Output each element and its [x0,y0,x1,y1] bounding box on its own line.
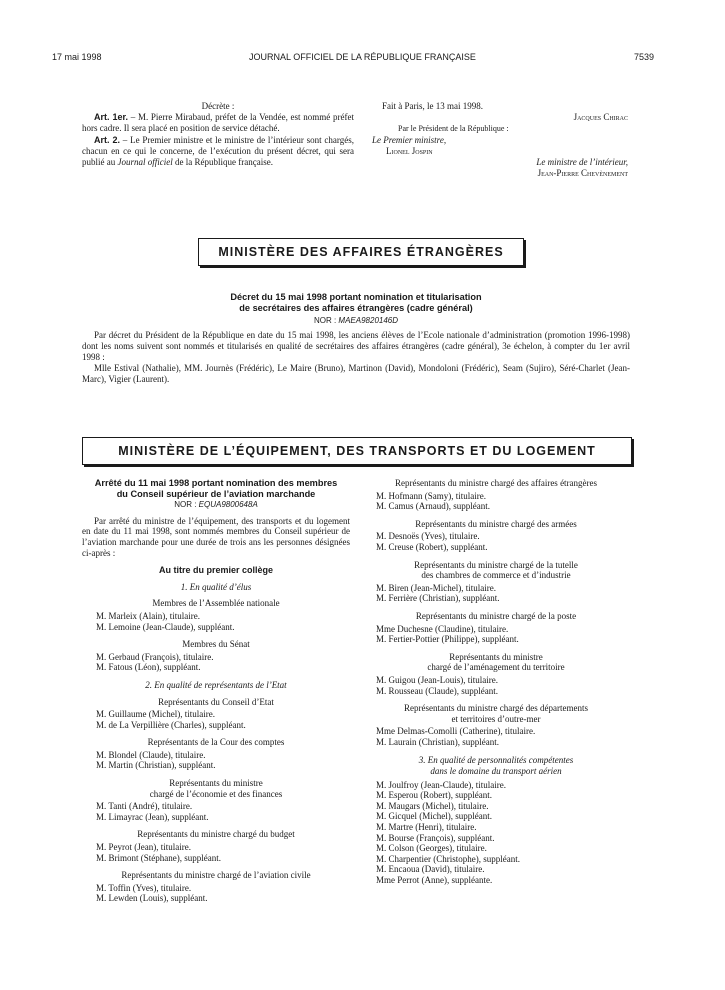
section-heading: Représentants du ministre chargé des départements [403,703,589,714]
section-heading: Représentants du ministre [169,778,263,789]
member-entry: M. Creuse (Robert), suppléant. [376,541,488,552]
ministry-heading-affaires-etrangeres: MINISTÈRE DES AFFAIRES ÉTRANGÈRES [198,238,524,266]
member-entry: M. Charpentier (Christophe), suppléant. [376,853,520,864]
section-heading: Représentants du ministre chargé des armées [415,518,577,529]
member-entry: M. Ferrière (Christian), suppléant. [376,593,500,604]
member-entry: M. Esperou (Robert), suppléant. [376,790,492,801]
member-entry: M. Colson (Georges), titulaire. [376,843,487,854]
arrete-left-column [82,478,350,904]
ministre-interieur-title: Le ministre de l’intérieur, [536,157,628,168]
section-heading: chargé de l’économie et des finances [149,788,283,799]
section-heading: Membres de l’Assemblée nationale [152,598,280,609]
member-entry: M. Fertier-Pottier (Philippe), suppléant. [376,634,519,645]
subsection-personnalites-line2: dans le domaine du transport aérien [430,766,562,777]
president-signature: Jacques Chirac [573,112,628,123]
member-entry: Mme Delmas-Comolli (Catherine), titulaire. [376,726,536,737]
section-heading: Représentants du Conseil d’Etat [158,696,274,707]
member-entry: M. Hofmann (Samy), titulaire. [376,490,486,501]
arrete-right-column [362,478,630,886]
article-1: Art. 1er. – M. Pierre Mirabaud, préfet de la Vendée, est nommé préfet hors cadre. Il sera placé en position de service détaché. [82,112,354,134]
ministry-heading-equipement: MINISTÈRE DE L’ÉQUIPEMENT, DES TRANSPORTS ET DU LOGEMENT [82,437,632,465]
section-heading: Représentants du ministre chargé de la tutelle [414,559,578,570]
section-heading: Représentants de la Cour des comptes [147,737,285,748]
member-entry: M. de La Verpillière (Charles), suppléant. [96,719,246,730]
article-2: Art. 2. – Le Premier ministre et le ministre de l’intérieur sont chargés, chacun en ce qui le concerne, de l’exécution du présent décret, qui sera publié au Journal officiel de la République française. [82,134,354,168]
section-heading: Membres du Sénat [182,639,250,650]
fait-a-paris: Fait à Paris, le 13 mai 1998. [382,101,483,111]
section-heading: Représentants du ministre [449,651,543,662]
section-heading: Représentants du ministre chargé de l’aviation civile [121,870,311,881]
member-entry: M. Toffin (Yves), titulaire. [96,882,192,893]
arrete-title-line2: du Conseil supérieur de l’aviation marchande [116,488,316,499]
member-entry: M. Encaoua (David), titulaire. [376,864,485,875]
college-heading: Au titre du premier collège [158,565,274,576]
signature-block [372,101,628,179]
member-entry: M. Gicquel (Michel), suppléant. [376,811,492,822]
member-entry: M. Marleix (Alain), titulaire. [96,610,200,621]
member-entry: M. Laurain (Christian), suppléant. [376,736,499,747]
member-entry: M. Rousseau (Claude), suppléant. [376,685,498,696]
arrete-title-line1: Arrêté du 11 mai 1998 portant nomination des membres [94,478,338,488]
arrete-intro: Par arrêté du ministre de l’équipement, des transports et du logement en date du 11 mai 1998, sont nommés membres du Conseil supérieur de l’aviation marchande pour une durée de trois ans les personnes désignées ci-après : [82,515,350,558]
ministre-interieur-signature: Jean-Pierre Chevènement [537,168,628,179]
member-entry: M. Martin (Christian), suppléant. [96,760,216,771]
member-entry: M. Lemoine (Jean-Claude), suppléant. [96,621,235,632]
subsection-representants-etat: 2. En qualité de représentants de l’Etat [145,679,287,690]
section-heading: Représentants du ministre chargé du budget [137,829,295,840]
decree-title-line1: Décret du 15 mai 1998 portant nomination et titularisation [230,292,482,302]
member-entry: M. Brimont (Stéphane), suppléant. [96,852,221,863]
member-entry: M. Peyrot (Jean), titulaire. [96,842,191,853]
header-page-number: 7539 [633,52,654,62]
member-entry: M. Lewden (Louis), suppléant. [96,893,208,904]
section-heading: chargé de l’aménagement du territoire [427,662,565,673]
member-entry: Mme Perrot (Anne), suppléante. [376,875,493,885]
left-sections-etat [82,697,350,905]
left-sections-elus [82,598,350,673]
member-entry: M. Bourse (François), suppléant. [376,832,495,843]
member-entry: M. Tanti (André), titulaire. [96,801,193,812]
decree-nor: NOR : MAEA9820146D [313,316,399,325]
member-entry: M. Desnoës (Yves), titulaire. [376,531,480,542]
member-entry: Mme Duchesne (Claudine), titulaire. [376,623,509,634]
member-entry: M. Blondel (Claude), titulaire. [96,749,206,760]
subsection-personnalites-line1: 3. En qualité de personnalités compétentes [418,755,574,766]
premier-ministre-signature: Lionel Jospin [386,145,433,156]
decree-body: Par décret du Président de la République en date du 15 mai 1998, les anciens élèves de l’Ecole nationale d’administration (promotion 1996-1998) dont les noms suivent sont nommés et titularisés en qualité de secrétaires des affaires étrangères (cadre général), 3e échelon, à compter du 1er avril 1998 : [82,330,630,362]
member-entry: M. Guillaume (Michel), titulaire. [96,709,215,720]
decree-title-line2: de secrétaires des affaires étrangères (cadre général) [239,303,473,313]
decrete-line: Décrète : [201,101,235,111]
member-entry: M. Maugars (Michel), titulaire. [376,800,489,811]
header-date: 17 mai 1998 [52,52,102,62]
section-heading: Représentants du ministre chargé des affaires étrangères [394,478,598,488]
member-entry: M. Joulfroy (Jean-Claude), titulaire. [376,779,506,790]
decree-names: Mlle Estival (Nathalie), MM. Journès (Frédéric), Le Maire (Bruno), Martinon (David), Mondoloni (Frédéric), Seam (Sujiro), Séré-Charlet (Jean-Marc), Vigier (Laurent). [82,363,630,384]
decree-articles [82,101,354,168]
decree-secretaires-affaires-etrangeres [82,292,630,385]
member-entry: M. Limayrac (Jean), suppléant. [96,811,209,822]
member-entry: M. Camus (Arnaud), suppléant. [376,501,490,512]
section-heading: Représentants du ministre chargé de la poste [415,610,577,621]
member-entry: M. Fatous (Léon), suppléant. [96,662,201,673]
member-entry: M. Martre (Henri), titulaire. [376,822,477,833]
header-journal-title: JOURNAL OFFICIEL DE LA RÉPUBLIQUE FRANÇAISE [249,52,476,62]
par-le-president: Par le Président de la République : [398,124,509,134]
personnalites-list [362,780,630,886]
member-entry: M. Guigou (Jean-Louis), titulaire. [376,674,498,685]
premier-ministre-title: Le Premier ministre, [372,134,447,145]
member-entry: M. Biren (Jean-Michel), titulaire. [376,582,496,593]
arrete-nor: NOR : EQUA9800648A [174,500,258,510]
subsection-elus: 1. En qualité d’élus [180,581,252,592]
member-entry: M. Gerbaud (François), titulaire. [96,651,214,662]
right-sections [362,478,630,747]
section-heading: des chambres de commerce et d’industrie [421,570,571,581]
section-heading: et territoires d’outre-mer [451,713,541,724]
